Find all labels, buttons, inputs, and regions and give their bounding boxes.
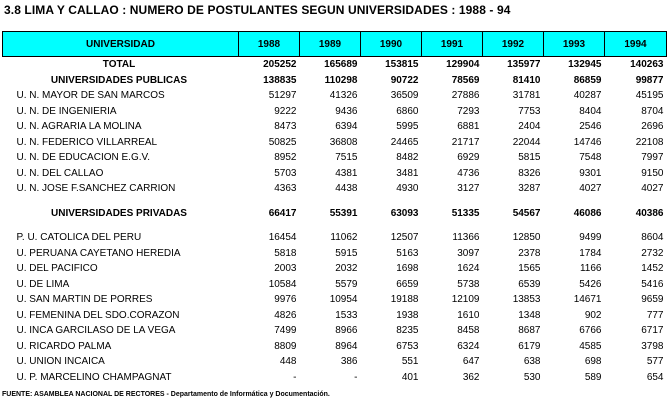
table-row <box>3 181 667 197</box>
cell-value: 530 <box>523 371 541 383</box>
table-body <box>3 57 667 386</box>
cell-value: 2003 <box>274 263 297 275</box>
cell-value: 5579 <box>335 278 358 290</box>
cell-value: 54567 <box>512 207 541 219</box>
cell-value: 3127 <box>457 183 480 195</box>
cell-value: 2546 <box>579 121 602 133</box>
cell-value: 448 <box>279 356 297 368</box>
table-row <box>3 308 667 324</box>
group-row-privadas <box>3 206 667 222</box>
postulantes-table <box>2 31 667 385</box>
cell-value: 63093 <box>390 207 419 219</box>
cell-value: 2732 <box>641 247 664 259</box>
cell-value: 551 <box>401 356 419 368</box>
cell-value: 9150 <box>641 167 664 179</box>
cell-value: 6881 <box>457 121 480 133</box>
cell-value: 777 <box>646 309 664 321</box>
row-label: U. RICARDO PALMA <box>16 340 112 352</box>
cell-value: 12109 <box>451 294 480 306</box>
cell-value: 654 <box>646 371 664 383</box>
cell-value: 1784 <box>579 247 602 259</box>
cell-value: 7293 <box>457 105 480 117</box>
cell-value: 7515 <box>335 152 358 164</box>
cell-value: 4027 <box>641 183 664 195</box>
column-header-year: 1991 <box>422 32 483 57</box>
cell-value: 135977 <box>507 59 541 71</box>
row-label: U. N. DE EDUCACION E.G.V. <box>16 152 151 164</box>
cell-value: 5163 <box>396 247 419 259</box>
cell-value: 9436 <box>335 105 358 117</box>
cell-value: 3481 <box>396 167 419 179</box>
cell-value: 90722 <box>390 74 419 86</box>
cell-value: 50825 <box>268 136 297 148</box>
cell-value: 6539 <box>518 278 541 290</box>
column-header-year: 1989 <box>300 32 361 57</box>
cell-value: 6324 <box>457 340 480 352</box>
row-label: U. FEMENINA DEL SDO.CORAZON <box>16 309 180 321</box>
cell-value: 8704 <box>641 105 664 117</box>
cell-value: 4438 <box>335 183 358 195</box>
row-label: TOTAL <box>102 59 136 71</box>
cell-value: 40386 <box>635 207 664 219</box>
cell-value: 110298 <box>324 74 358 86</box>
cell-value: 7997 <box>641 152 664 164</box>
cell-value: 8326 <box>518 167 541 179</box>
cell-value: 3287 <box>518 183 541 195</box>
group-row-publicas <box>3 73 667 89</box>
cell-value: 1938 <box>396 309 419 321</box>
row-label: UNIVERSIDADES PRIVADAS <box>51 207 187 219</box>
cell-value: 1624 <box>457 263 480 275</box>
cell-value: 99877 <box>635 74 664 86</box>
cell-value: 1348 <box>518 309 541 321</box>
cell-value: 138835 <box>263 74 297 86</box>
cell-value: 4930 <box>396 183 419 195</box>
cell-value: 14746 <box>573 136 602 148</box>
cell-value: 5818 <box>274 247 297 259</box>
cell-value: 6766 <box>579 325 602 337</box>
row-label: U. N. JOSE F.SANCHEZ CARRION <box>16 183 176 195</box>
cell-value: 8952 <box>274 152 297 164</box>
cell-value: 6717 <box>641 325 664 337</box>
cell-value: 8809 <box>274 340 297 352</box>
cell-value: 1166 <box>579 263 602 275</box>
cell-value: 8964 <box>335 340 358 352</box>
row-label: U. DEL PACIFICO <box>16 263 98 275</box>
row-label: U. PERUANA CAYETANO HEREDIA <box>16 247 181 259</box>
cell-value: 24465 <box>390 136 419 148</box>
cell-value: 1610 <box>457 309 480 321</box>
table-row <box>3 230 667 246</box>
cell-value: 205252 <box>263 59 297 71</box>
cell-value: 4585 <box>579 340 602 352</box>
cell-value: 8458 <box>457 325 480 337</box>
table-row <box>3 150 667 166</box>
cell-value: 78569 <box>451 74 480 86</box>
column-header-year: 1992 <box>483 32 544 57</box>
cell-value: 577 <box>646 356 664 368</box>
cell-value: 86859 <box>573 74 602 86</box>
cell-value: 6860 <box>396 105 419 117</box>
column-header-year: 1994 <box>605 32 667 57</box>
cell-value: 36509 <box>390 90 419 102</box>
cell-value: 7753 <box>518 105 541 117</box>
table-row <box>3 246 667 262</box>
cell-value: 51297 <box>268 90 297 102</box>
cell-value: 14671 <box>573 294 602 306</box>
cell-value: 6659 <box>396 278 419 290</box>
cell-value: 4381 <box>335 167 358 179</box>
cell-value: 1698 <box>396 263 419 275</box>
cell-value: 8482 <box>396 152 419 164</box>
cell-value: 1533 <box>335 309 358 321</box>
total-row <box>3 57 667 73</box>
cell-value: 8473 <box>274 121 297 133</box>
row-label: UNIVERSIDADES PUBLICAS <box>50 74 188 86</box>
spacer-cell <box>3 221 667 230</box>
row-label: P. U. CATOLICA DEL PERU <box>16 232 142 244</box>
cell-value: 8966 <box>335 325 358 337</box>
row-label: U. UNION INCAICA <box>16 356 105 368</box>
cell-value: 12850 <box>512 232 541 244</box>
cell-value: 36808 <box>329 136 358 148</box>
column-header-year: 1990 <box>361 32 422 57</box>
cell-value: 12507 <box>390 232 419 244</box>
table-row <box>3 339 667 355</box>
cell-value: 16454 <box>268 232 297 244</box>
cell-value: 4826 <box>274 309 297 321</box>
cell-value: 81410 <box>512 74 541 86</box>
cell-value: 9659 <box>641 294 664 306</box>
column-header-year: 1993 <box>544 32 605 57</box>
cell-value: 4027 <box>579 183 602 195</box>
cell-value: 8687 <box>518 325 541 337</box>
cell-value: 13853 <box>512 294 541 306</box>
row-label: U. N. AGRARIA LA MOLINA <box>16 121 142 133</box>
cell-value: 5995 <box>396 121 419 133</box>
cell-value: 129904 <box>446 59 480 71</box>
cell-value: 4736 <box>457 167 480 179</box>
cell-value: 2032 <box>335 263 358 275</box>
row-label: U. INCA GARCILASO DE LA VEGA <box>16 325 176 337</box>
cell-value: 51335 <box>451 207 480 219</box>
cell-value: 6929 <box>457 152 480 164</box>
cell-value: 41326 <box>329 90 358 102</box>
cell-value: 3097 <box>457 247 480 259</box>
cell-value: 9499 <box>579 232 602 244</box>
row-label: U. N. DE INGENIERIA <box>16 105 117 117</box>
cell-value: 1565 <box>518 263 541 275</box>
cell-value: 165689 <box>324 59 358 71</box>
table-row <box>3 119 667 135</box>
cell-value: 22044 <box>512 136 541 148</box>
cell-value: 2696 <box>641 121 664 133</box>
cell-value: 8235 <box>396 325 419 337</box>
cell-value: 2404 <box>518 121 541 133</box>
table-row <box>3 354 667 370</box>
table-row <box>3 277 667 293</box>
cell-value: 55391 <box>329 207 358 219</box>
cell-value: 589 <box>584 371 602 383</box>
cell-value: 132945 <box>568 59 602 71</box>
cell-value: 10954 <box>329 294 358 306</box>
cell-value: 11366 <box>452 232 480 244</box>
cell-value: 8404 <box>579 105 602 117</box>
cell-value: 27886 <box>451 90 480 102</box>
cell-value: 9222 <box>274 105 297 117</box>
cell-value: 386 <box>340 356 358 368</box>
cell-value: 11062 <box>330 232 358 244</box>
row-label: U. N. FEDERICO VILLARREAL <box>16 136 158 148</box>
cell-value: 4363 <box>274 183 297 195</box>
cell-value: - <box>354 371 358 383</box>
cell-value: 6753 <box>396 340 419 352</box>
row-label: U. DE LIMA <box>16 278 70 290</box>
column-header-year: 1988 <box>239 32 300 57</box>
row-label: U. SAN MARTIN DE PORRES <box>16 294 153 306</box>
cell-value: 19188 <box>390 294 419 306</box>
cell-value: 140263 <box>630 59 664 71</box>
cell-value: 5426 <box>579 278 602 290</box>
cell-value: 21717 <box>451 136 480 148</box>
spacer-row <box>3 221 667 230</box>
table-row <box>3 88 667 104</box>
cell-value: 3798 <box>641 340 664 352</box>
cell-value: - <box>293 371 297 383</box>
cell-value: 153815 <box>385 59 419 71</box>
page-title: 3.8 LIMA Y CALLAO : NUMERO DE POSTULANTES SEGUN UNIVERSIDADES : 1988 - 94 <box>4 3 511 17</box>
cell-value: 1452 <box>641 263 664 275</box>
spacer-cell <box>3 197 667 206</box>
cell-value: 7499 <box>274 325 297 337</box>
column-header-universidad: UNIVERSIDAD <box>3 32 239 57</box>
row-label: U. N. DEL CALLAO <box>16 167 104 179</box>
cell-value: 5738 <box>457 278 480 290</box>
cell-value: 40287 <box>573 90 602 102</box>
table-header-row <box>3 32 667 57</box>
cell-value: 698 <box>584 356 602 368</box>
cell-value: 9301 <box>579 167 602 179</box>
spacer-row <box>3 197 667 206</box>
table-row <box>3 261 667 277</box>
cell-value: 638 <box>523 356 541 368</box>
cell-value: 46086 <box>573 207 602 219</box>
cell-value: 647 <box>462 356 480 368</box>
table-row <box>3 323 667 339</box>
table-row <box>3 292 667 308</box>
cell-value: 6179 <box>518 340 541 352</box>
row-label: U. P. MARCELINO CHAMPAGNAT <box>16 371 172 383</box>
source-note: FUENTE: ASAMBLEA NACIONAL DE RECTORES - Departamento de Informática y Documentación. <box>2 391 330 398</box>
cell-value: 8604 <box>641 232 664 244</box>
row-label: U. N. MAYOR DE SAN MARCOS <box>16 90 165 102</box>
cell-value: 5703 <box>274 167 297 179</box>
table-row <box>3 166 667 182</box>
cell-value: 66417 <box>268 207 297 219</box>
cell-value: 5815 <box>518 152 541 164</box>
cell-value: 362 <box>462 371 480 383</box>
cell-value: 31781 <box>512 90 541 102</box>
cell-value: 6394 <box>335 121 358 133</box>
cell-value: 45195 <box>635 90 664 102</box>
cell-value: 401 <box>401 371 419 383</box>
table-row <box>3 135 667 151</box>
cell-value: 7548 <box>579 152 602 164</box>
cell-value: 902 <box>584 309 602 321</box>
table-row <box>3 104 667 120</box>
cell-value: 5915 <box>335 247 358 259</box>
cell-value: 22108 <box>635 136 664 148</box>
cell-value: 5416 <box>641 278 664 290</box>
cell-value: 9976 <box>274 294 297 306</box>
cell-value: 2378 <box>518 247 541 259</box>
table-row <box>3 370 667 386</box>
cell-value: 10584 <box>268 278 297 290</box>
